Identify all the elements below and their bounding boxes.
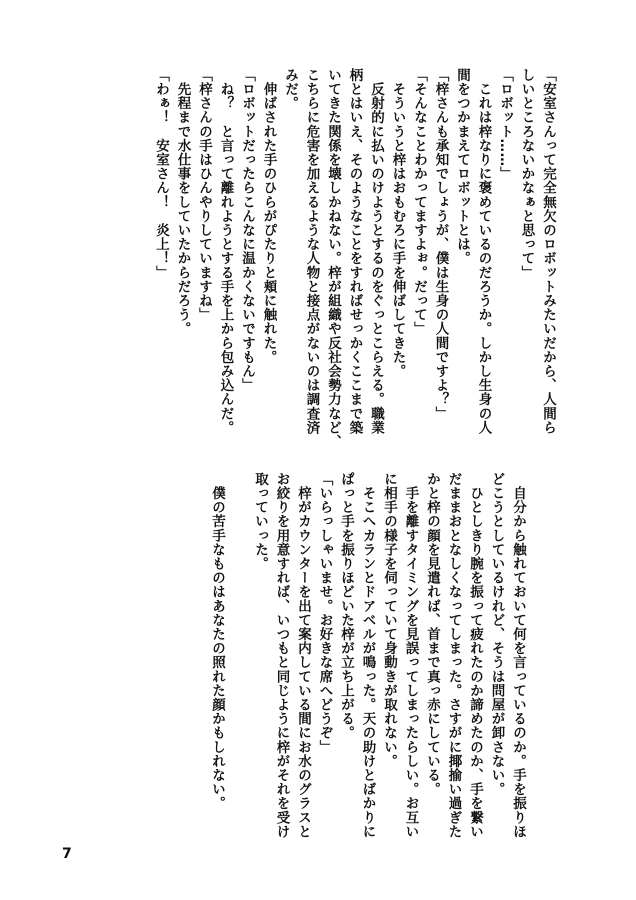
text-line: 反射的に払いのけようとするのをぐっとこらえる。職業 [368, 68, 384, 435]
text-line: いてきた関係を壊しかねない。梓が組織や反社会勢力など、 [325, 68, 341, 449]
text-line: これは梓なりに褒めているのだろうか。しかし生身の人 [475, 68, 492, 435]
text-line: そこへカランとドアベルが鳴った。天の助けとばかりに [359, 472, 376, 839]
text-line: 自分から触れておいて何を言っているのか。手を振りほ [510, 472, 526, 839]
text-line: 「わぁ！ 安室さん！ 炎上！」 [153, 68, 169, 280]
text-line: 伸ばされた手のひらがぴたりと頬に触れた。 [260, 68, 277, 365]
text-line: 「ロボットだったらこんなに温かくないですもん」 [239, 68, 255, 393]
text-line: かと梓の顔を見遣れば、首まで真っ赤にしている。 [424, 472, 440, 797]
text-line: 手を離すタイミングを見誤ってしまったらしい。お互い [402, 472, 419, 839]
text-line: 「ロボット……」 [497, 68, 513, 181]
text-line: みだ。 [282, 68, 298, 111]
text-line: そういうと梓はおもむろに手を伸ばしてきた。 [389, 68, 406, 379]
text-block-upper [150, 68, 559, 448]
text-line: 「梓さんも承知でしょうが、僕は生身の人間ですよ？」 [432, 68, 449, 421]
text-line: どこうとしているけれど、そうは問屋が卸さない。 [488, 472, 505, 797]
text-line: 梓がカウンターを出て案内している間にお水のグラスと [295, 472, 311, 839]
text-line: 間をつかまえてロボットとは。 [454, 68, 470, 266]
text-line: 取っていった。 [252, 472, 268, 571]
page-number: 7 [62, 846, 72, 862]
text-line: ぱっと手を振りほどいた梓が立ち上がる。 [338, 472, 354, 740]
text-line: だままおとなしくなってしまった。さすがに揶揄い過ぎた [445, 472, 462, 839]
text-line: 「いらっしゃいませ。お好きな席へどうぞ」 [316, 472, 333, 754]
text-line: に相手の様子を伺っていて身動きが取れない。 [381, 472, 397, 769]
text-line: ね？ と言って離れようとする手を上から包み込んだ。 [217, 68, 234, 435]
text-line: お絞りを用意すれば、いつもと同じように梓がそれを受け [273, 472, 290, 839]
text-line: 「そんなことわかってますよぉ。だって」 [411, 68, 427, 336]
text-line: 「梓さんの手はひんやりしていますね」 [196, 68, 212, 322]
text-line [227, 472, 249, 832]
text-block-lower [206, 472, 529, 839]
text-line: 「安室さんって完全無欠のロボットみたいだから、人間ら [540, 68, 556, 435]
text-line: ひとしきり腕を振って疲れたのか諦めたのか、手を繋い [467, 472, 483, 839]
text-line: しいところないかなぁと思って」 [518, 68, 535, 280]
text-line: こちらに危害を加えるような人物と接点がないのは調査済 [303, 68, 320, 435]
text-line: 先程まで水仕事をしていたからだろう。 [174, 68, 191, 336]
text-line: 僕の苦手なものはあなたの照れた顔かもしれない。 [209, 472, 225, 811]
text-line: 柄とはいえ、そのようなことをすればせっかくここまで築 [346, 68, 363, 435]
